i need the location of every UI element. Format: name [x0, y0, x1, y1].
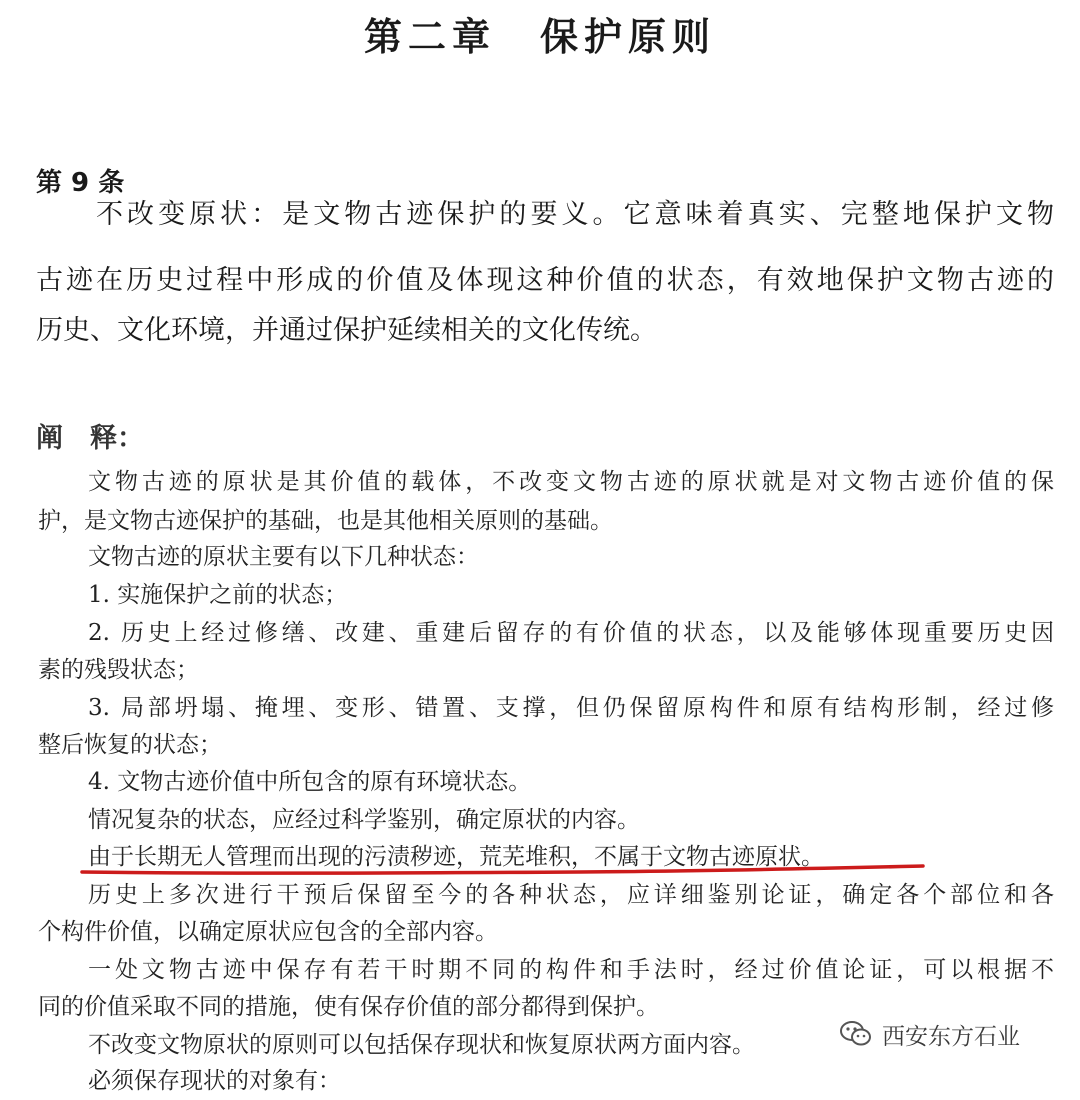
- explanation-line: 必须保存现状的对象有：: [88, 1068, 341, 1094]
- explanation-line: 1. 实施保护之前的状态；: [88, 582, 348, 608]
- explanation-line: 一处文物古迹中保存有若干时期不同的构件和手法时，经过价值论证，可以根据不: [88, 957, 1054, 983]
- explanation-line: 情况复杂的状态，应经过科学鉴别，确定原状的内容。: [88, 807, 640, 833]
- article-paragraph-line: 古迹在历史过程中形成的价值及体现这种价值的状态，有效地保护文物古迹的: [36, 265, 1054, 296]
- explanation-line: 同的价值采取不同的措施，使有保存价值的部分都得到保护。: [38, 994, 659, 1020]
- explanation-line: 素的残毁状态；: [38, 657, 199, 683]
- highlighted-line: 由于长期无人管理而出现的污渍秽迹，荒芜堆积，不属于文物古迹原状。: [88, 844, 824, 870]
- chapter-title: 第二章 保护原则: [363, 15, 716, 59]
- red-underline-annotation: [80, 863, 925, 877]
- explanation-line: 2. 历史上经过修缮、改建、重建后留存的有价值的状态，以及能够体现重要历史因: [88, 620, 1054, 646]
- explanation-line: 文物古迹的原状是其价值的载体，不改变文物古迹的原状就是对文物古迹价值的保: [88, 469, 1054, 495]
- explanation-line: 历史上多次进行干预后保留至今的各种状态，应详细鉴别论证，确定各个部位和各: [88, 882, 1054, 908]
- explanation-line: 4. 文物古迹价值中所包含的原有环境状态。: [88, 769, 532, 795]
- explanation-line: 整后恢复的状态；: [38, 732, 222, 758]
- account-watermark: [838, 1014, 1020, 1054]
- article-label: 第 9 条: [36, 168, 125, 198]
- explanation-line: 不改变文物原状的原则可以包括保存现状和恢复原状两方面内容。: [88, 1032, 755, 1058]
- article-paragraph-line: 不改变原状：是文物古迹保护的要义。它意味着真实、完整地保护文物: [96, 199, 1054, 230]
- explanation-line: 3. 局部坍塌、掩埋、变形、错置、支撑，但仍保留原构件和原有结构形制，经过修: [88, 695, 1054, 721]
- explanation-line: 个构件价值，以确定原状应包含的全部内容。: [38, 919, 498, 945]
- watermark-text: 西安东方石业: [882, 1023, 1020, 1050]
- explanation-line: 护，是文物古迹保护的基础，也是其他相关原则的基础。: [38, 508, 613, 534]
- wechat-icon: [838, 1016, 874, 1052]
- article-paragraph-line: 历史、文化环境，并通过保护延续相关的文化传统。: [36, 315, 657, 346]
- explanation-heading: 阐 释：: [36, 423, 144, 454]
- explanation-line: 文物古迹的原状主要有以下几种状态：: [88, 544, 479, 570]
